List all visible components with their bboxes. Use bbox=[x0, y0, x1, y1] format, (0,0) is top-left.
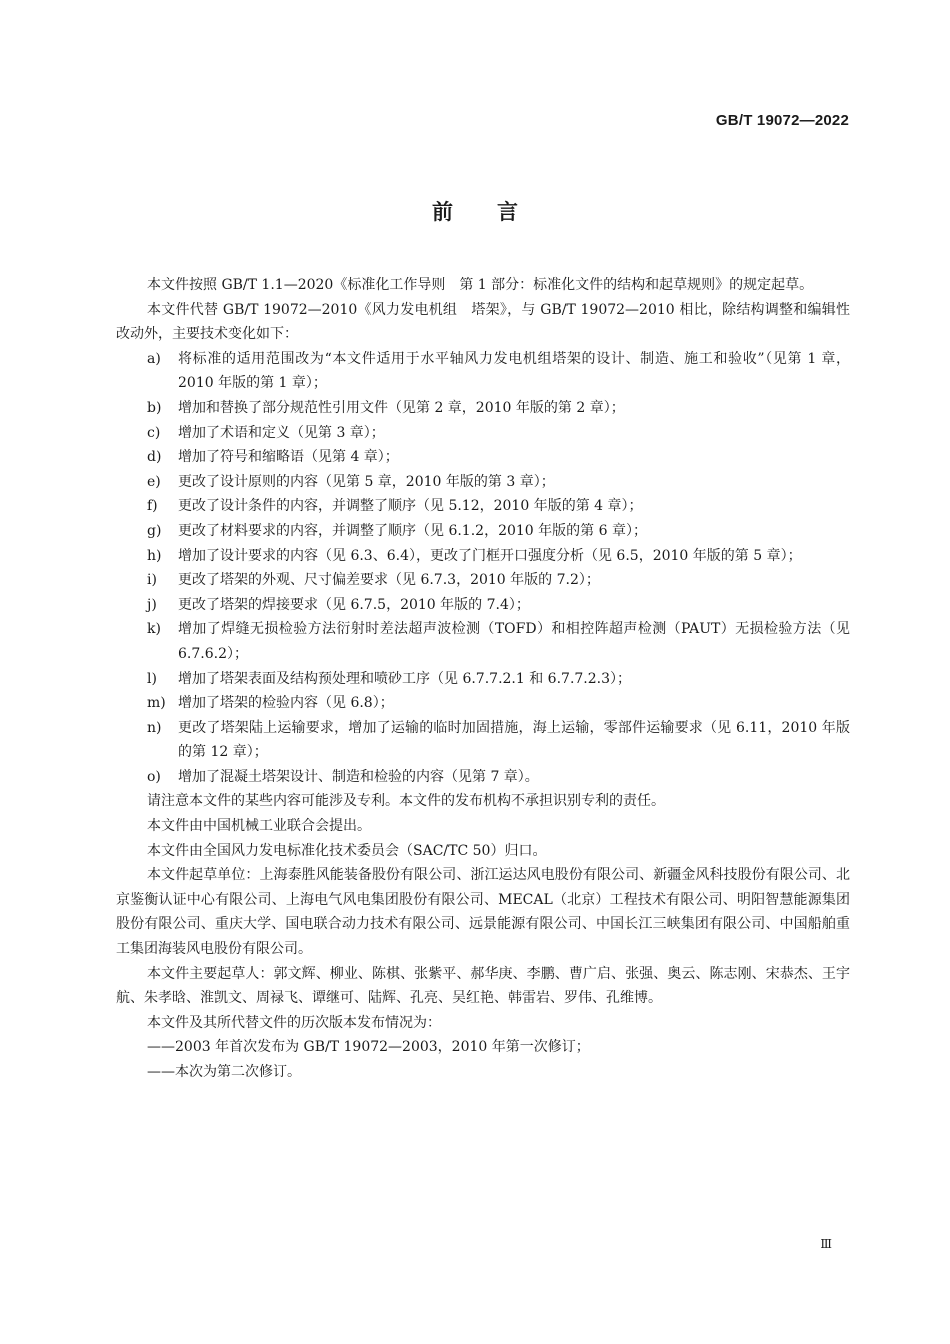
list-item bbox=[116, 421, 850, 446]
list-item-text: 增加了焊缝无损检验方法衍射时差法超声波检测（TOFD）和相控阵超声检测（PAUT）无损检验方法（见 6.7.6.2）； bbox=[178, 621, 850, 662]
committee-statement: 本文件由全国风力发电标准化技术委员会（SAC/TC 50）归口。 bbox=[147, 842, 547, 859]
list-item-text: 增加和替换了部分规范性引用文件（见第 2 章，2010 年版的第 2 章）； bbox=[178, 399, 625, 416]
list-item-text: 更改了设计条件的内容，并调整了顺序（见 5.12，2010 年版的第 4 章）； bbox=[178, 498, 643, 515]
list-marker: b) bbox=[147, 399, 162, 416]
list-item-text: 增加了设计要求的内容（见 6.3、6.4），更改了门框开口强度分析（见 6.5，2010 年版的第 5 章）； bbox=[178, 547, 802, 564]
list-item-text: 增加了塔架表面及结构预处理和喷砂工序（见 6.7.7.2.1 和 6.7.7.2.3）； bbox=[178, 670, 632, 687]
list-item bbox=[116, 593, 850, 618]
changes-list bbox=[116, 347, 850, 790]
list-marker: j) bbox=[147, 596, 157, 613]
list-marker: g) bbox=[147, 522, 162, 539]
list-item-text: 更改了材料要求的内容，并调整了顺序（见 6.1.2，2010 年版的第 6 章）； bbox=[178, 522, 647, 539]
list-item bbox=[116, 617, 850, 666]
list-item bbox=[116, 716, 850, 765]
list-marker: i) bbox=[147, 572, 157, 589]
list-item-text: 更改了塔架的焊接要求（见 6.7.5，2010 年版的 7.4）； bbox=[178, 596, 530, 613]
list-item-text: 增加了混凝土塔架设计、制造和检验的内容（见第 7 章）。 bbox=[178, 768, 539, 785]
list-item-text: 更改了设计原则的内容（见第 5 章，2010 年版的第 3 章）； bbox=[178, 473, 555, 490]
page-title: 前言 bbox=[432, 200, 562, 224]
list-item bbox=[116, 691, 850, 716]
history-item: ——2003 年首次发布为 GB/T 19072—2003，2010 年第一次修订； bbox=[147, 1039, 590, 1056]
list-item-text: 增加了术语和定义（见第 3 章）； bbox=[178, 424, 385, 441]
list-item bbox=[116, 470, 850, 495]
list-item-text: 增加了符号和缩略语（见第 4 章）； bbox=[178, 449, 399, 466]
drafting-units: 本文件起草单位：上海泰胜风能装备股份有限公司、浙江运达风电股份有限公司、新疆金风科技股份有限公司、北京鉴衡认证中心有限公司、上海电气风电集团股份有限公司、MECAL（北京）工程技术有限公司、明阳智慧能源集团股份有限公司、重庆大学、国电联合动力技术有限公司、远景能源有限公司、中国长江三峡集团有限公司、中国船舶重工集团海装风电股份有限公司。 bbox=[116, 867, 850, 958]
page-number: Ⅲ bbox=[820, 1237, 831, 1251]
document-body bbox=[116, 273, 850, 1085]
list-item bbox=[116, 765, 850, 790]
list-marker: m) bbox=[147, 695, 166, 712]
list-marker: h) bbox=[147, 547, 162, 564]
list-item bbox=[116, 445, 850, 470]
patent-notice: 请注意本文件的某些内容可能涉及专利。本文件的发布机构不承担识别专利的责任。 bbox=[147, 793, 665, 810]
intro-paragraph: 本文件按照 GB/T 1.1—2020《标准化工作导则 第 1 部分：标准化文件的结构和起草规则》的规定起草。 bbox=[147, 277, 814, 293]
list-item-text: 增加了塔架的检验内容（见 6.8）； bbox=[178, 695, 394, 712]
list-item bbox=[116, 519, 850, 544]
list-item bbox=[116, 544, 850, 569]
drafters: 本文件主要起草人：郭文辉、柳业、陈棋、张紫平、郝华庚、李鹏、曹广启、张强、奥云、陈志刚、宋恭杰、王宇航、朱孝晗、淮凯文、周禄飞、谭继可、陆辉、孔亮、吴红艳、韩雷岩、罗伟、孔维博。 bbox=[116, 965, 850, 1007]
list-marker: o) bbox=[147, 768, 161, 785]
list-marker: e) bbox=[147, 473, 161, 490]
list-marker: k) bbox=[147, 621, 161, 638]
list-item bbox=[116, 568, 850, 593]
list-item bbox=[116, 396, 850, 421]
list-marker: f) bbox=[147, 498, 158, 515]
list-item bbox=[116, 667, 850, 692]
list-marker: c) bbox=[147, 424, 161, 441]
list-item-text: 更改了塔架陆上运输要求，增加了运输的临时加固措施，海上运输，零部件运输要求（见 6.11，2010 年版的第 12 章）； bbox=[178, 719, 850, 761]
history-item: ——本次为第二次修订。 bbox=[147, 1064, 301, 1080]
list-item bbox=[116, 494, 850, 519]
standard-code: GB/T 19072—2022 bbox=[715, 112, 849, 129]
list-marker: n) bbox=[147, 719, 162, 736]
version-history-intro: 本文件及其所代替文件的历次版本发布情况为： bbox=[147, 1014, 441, 1031]
proposer-statement: 本文件由中国机械工业联合会提出。 bbox=[147, 818, 371, 835]
list-marker: a) bbox=[147, 350, 161, 367]
list-item-text: 将标准的适用范围改为“本文件适用于水平轴风力发电机组塔架的设计、制造、施工和验收”（见第 1 章，2010 年版的第 1 章）； bbox=[178, 350, 850, 392]
list-marker: d) bbox=[147, 449, 162, 466]
list-item-text: 更改了塔架的外观、尺寸偏差要求（见 6.7.3，2010 年版的 7.2）； bbox=[178, 572, 600, 589]
list-marker: l) bbox=[147, 670, 157, 687]
list-item bbox=[116, 347, 850, 396]
intro-paragraph: 本文件代替 GB/T 19072—2010《风力发电机组 塔架》，与 GB/T 19072—2010 相比，除结构调整和编辑性改动外，主要技术变化如下： bbox=[116, 301, 850, 343]
